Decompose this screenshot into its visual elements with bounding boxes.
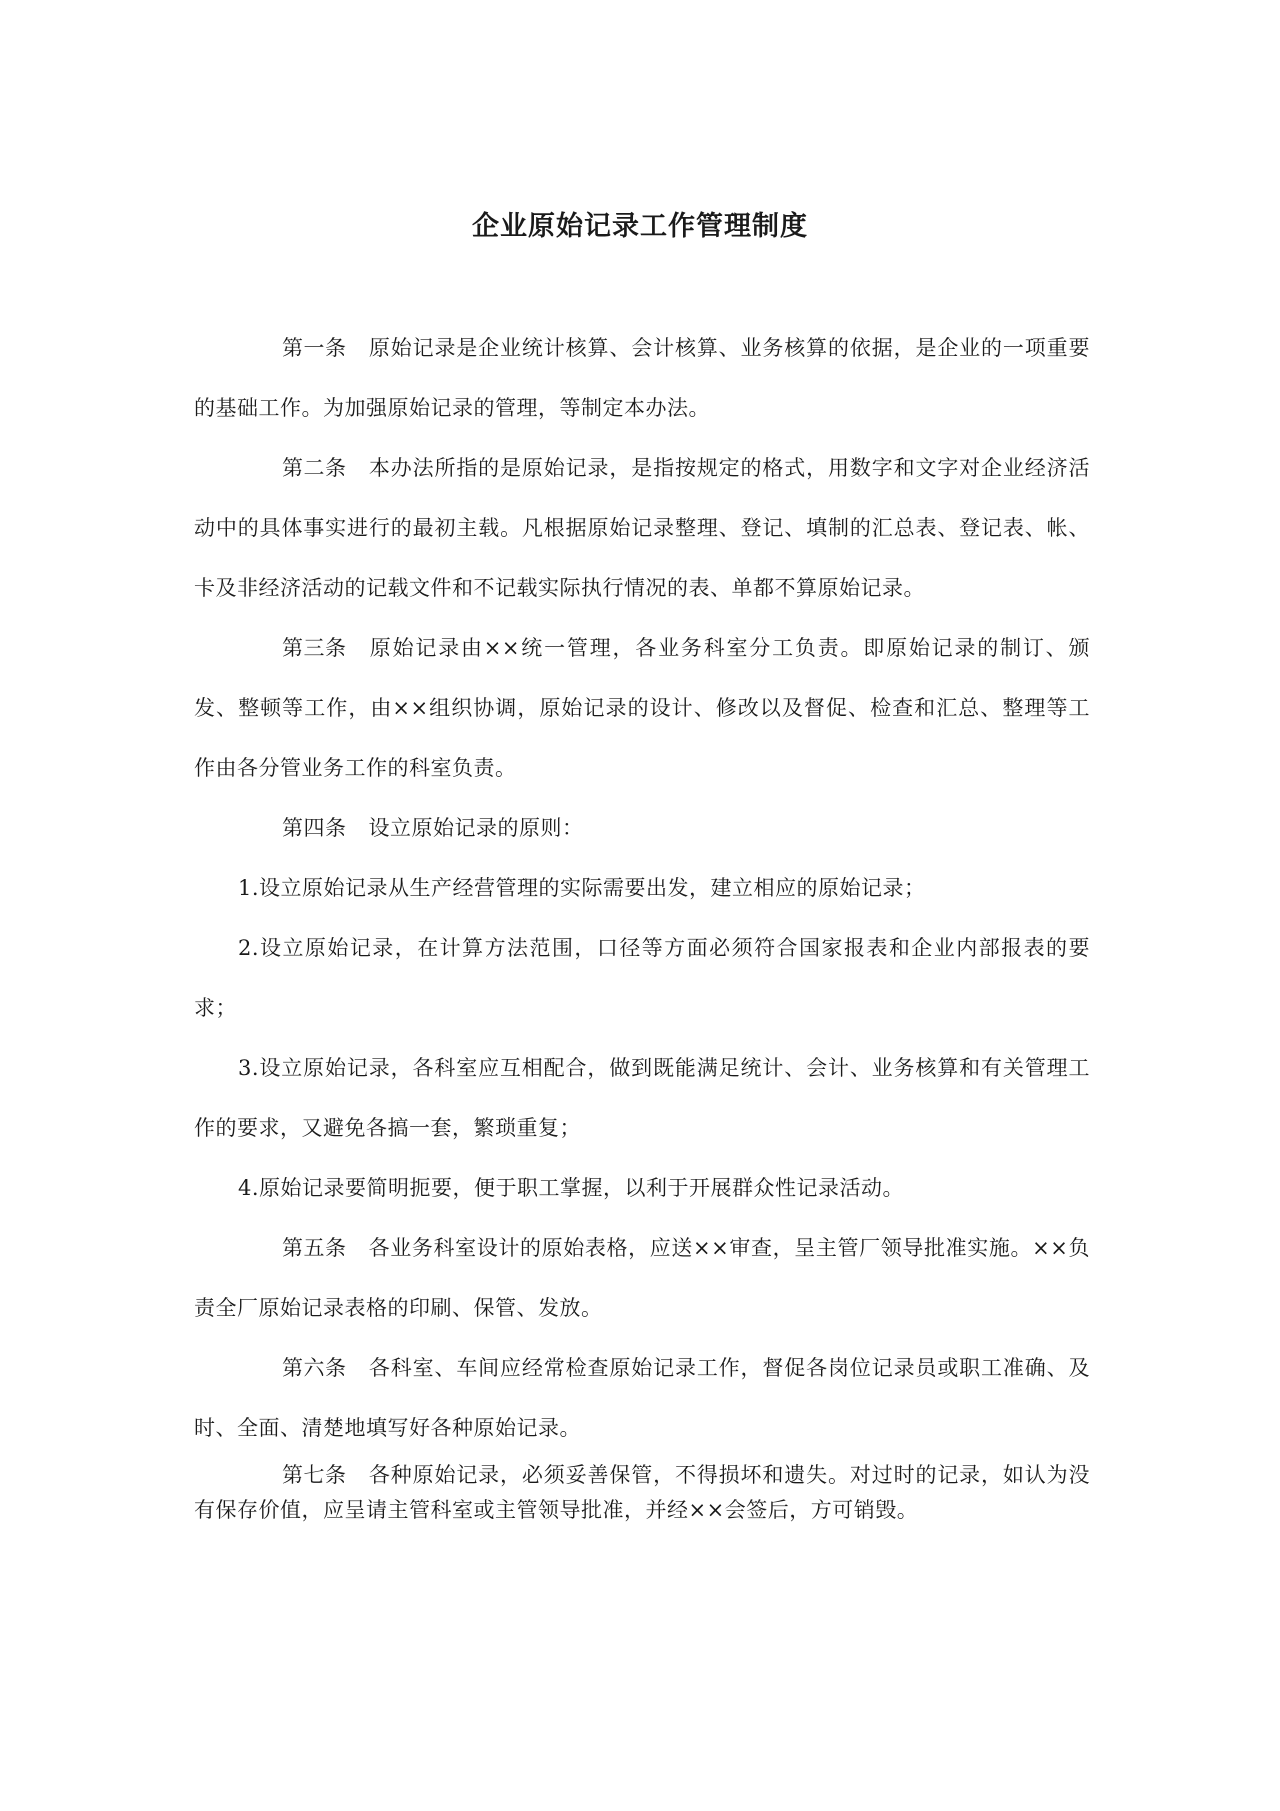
article-label: 第四条 — [282, 816, 347, 840]
principle-text: 1.设立原始记录从生产经营管理的实际需要出发，建立相应的原始记录； — [238, 876, 926, 900]
article-label: 第七条 — [282, 1463, 347, 1487]
article-text: 各科室、车间应经常检查原始记录工作，督促各岗位记录员或职工准确、及时、全面、清楚地填写好各种原始记录。 — [194, 1356, 1090, 1440]
article-label: 第一条 — [282, 336, 347, 360]
principle-item — [194, 1158, 1090, 1218]
article-label: 第五条 — [282, 1236, 347, 1260]
article-1 — [194, 318, 1090, 438]
document-body — [194, 318, 1090, 1528]
principle-text: 3.设立原始记录，各科室应互相配合，做到既能满足统计、会计、业务核算和有关管理工作的要求，又避免各搞一套，繁琐重复； — [194, 1056, 1090, 1140]
article-text: 各种原始记录，必须妥善保管，不得损坏和遗失。对过时的记录，如认为没有保存价值，应呈请主管科室或主管领导批准，并经××会签后，方可销毁。 — [194, 1463, 1090, 1522]
article-6 — [194, 1338, 1090, 1458]
principle-item — [194, 918, 1090, 1038]
article-3 — [194, 618, 1090, 798]
principle-item — [194, 1038, 1090, 1158]
article-label: 第二条 — [282, 456, 347, 480]
principle-item — [194, 858, 1090, 918]
article-text: 设立原始记录的原则： — [368, 816, 584, 840]
article-text: 各业务科室设计的原始表格，应送××审查，呈主管厂领导批准实施。××负责全厂原始记录表格的印刷、保管、发放。 — [194, 1236, 1090, 1320]
article-text: 原始记录由××统一管理，各业务科室分工负责。即原始记录的制订、颁发、整顿等工作，由××组织协调，原始记录的设计、修改以及督促、检查和汇总、整理等工作由各分管业务工作的科室负责。 — [194, 636, 1090, 780]
article-text: 本办法所指的是原始记录，是指按规定的格式，用数字和文字对企业经济活动中的具体事实进行的最初主载。凡根据原始记录整理、登记、填制的汇总表、登记表、帐、卡及非经济活动的记载文件和不记载实际执行情况的表、单都不算原始记录。 — [194, 456, 1090, 600]
article-label: 第六条 — [282, 1356, 347, 1380]
document-title: 企业原始记录工作管理制度 — [472, 211, 808, 242]
article-7 — [194, 1458, 1090, 1528]
article-2 — [194, 438, 1090, 618]
article-text: 原始记录是企业统计核算、会计核算、业务核算的依据，是企业的一项重要的基础工作。为加强原始记录的管理，等制定本办法。 — [194, 336, 1090, 420]
article-label: 第三条 — [282, 636, 347, 660]
principle-text: 4.原始记录要简明扼要，便于职工掌握，以利于开展群众性记录活动。 — [238, 1176, 905, 1200]
article-4 — [194, 798, 1090, 858]
principle-text: 2.设立原始记录，在计算方法范围，口径等方面必须符合国家报表和企业内部报表的要求； — [194, 936, 1090, 1020]
article-5 — [194, 1218, 1090, 1338]
